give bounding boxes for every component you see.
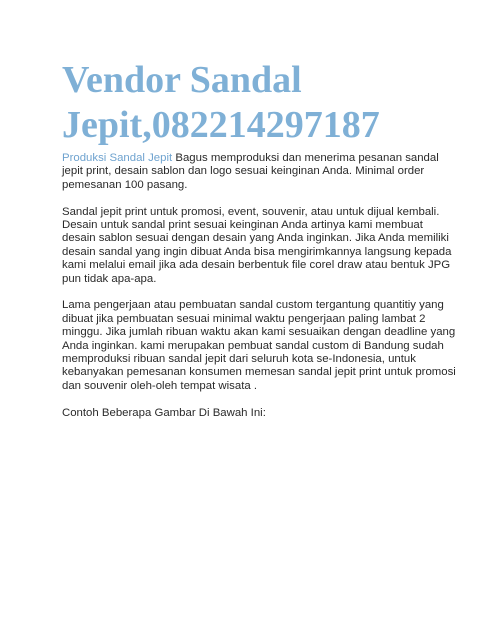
text-line: kami melalui email jika ada desain berbentuk file corel draw atau bentuk JPG [62,259,451,272]
text-line: dibuat jika pembuatan sesuai minimal waktu pengerjaan paling lambat 2 [62,312,426,325]
text-line: Sandal jepit print untuk promosi, event, souvenir, atau untuk dijual kembali. [62,205,440,218]
paragraph-examples [62,407,430,420]
text-line: desain sablon sesuai dengan desain yang Anda inginkan. Jika Anda memiliki [62,232,449,245]
paragraph-lead-time [62,299,456,393]
text-line: pun tidak apa-apa. [62,272,157,285]
text-line: minggu. Jika jumlah ribuan waktu akan kami sesuaikan dengan deadline yang [62,326,456,339]
text-line: Desain untuk sandal print sesuai keinginan Anda artinya kami membuat [62,219,423,232]
text-fragment: Bagus memproduksi dan menerima pesanan sandal [172,152,439,164]
text-line: pemesanan 100 pasang. [62,178,188,191]
text-line: memproduksi ribuan sandal jepit dari seluruh kota se-Indonesia, untuk [62,353,416,366]
text-line: desain sandal yang ingin dibuat Anda bisa mengirimkannya langsung kepada [62,245,452,258]
document-title [62,58,462,148]
document-body [62,152,456,433]
title-line: Jepit,082214297187 [62,104,380,146]
text-line: kebanyakan pemesanan konsumen memesan sandal jepit print untuk promosi [62,366,456,379]
title-line: Vendor Sandal [62,59,302,101]
text-line [62,152,439,165]
produksi-sandal-jepit-link[interactable]: Produksi Sandal Jepit [62,152,173,164]
text-line: Lama pengerjaan atau pembuatan sandal custom tergantung quantitiy yang [62,299,444,312]
paragraph-intro [62,152,439,192]
text-line: Contoh Beberapa Gambar Di Bawah Ini: [62,406,266,419]
text-line: jepit print, desain sablon dan logo sesuai keinginan Anda. Minimal order [62,165,425,178]
text-line: Anda inginkan. kami merupakan pembuat sandal custom di Bandung sudah [62,339,444,352]
paragraph-purpose [62,205,452,286]
text-line: dan souvenir oleh-oleh tempat wisata . [62,379,258,392]
